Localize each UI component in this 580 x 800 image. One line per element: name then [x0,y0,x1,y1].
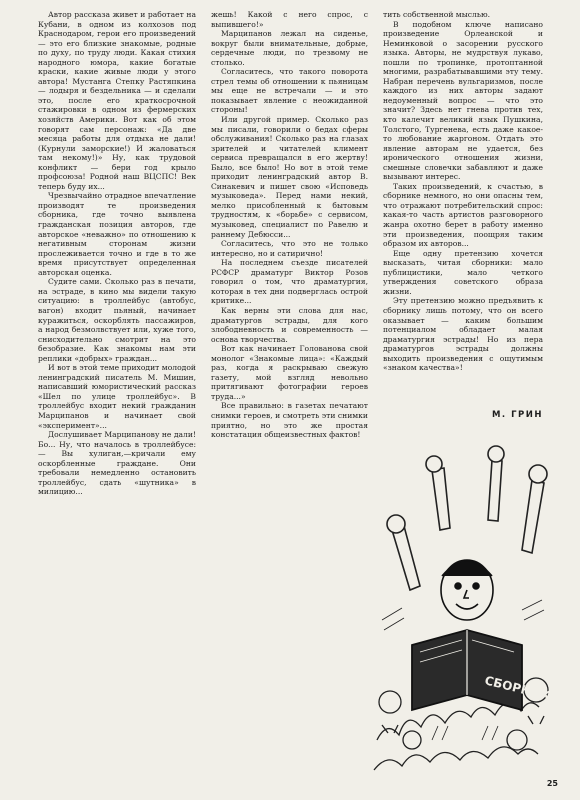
paragraph: Или другой пример. Сколько раз мы писали, говорили о бедах сферы обслуживания! Сколько раз на глазах зрителей и читателей климент сервиса превращался в его жертву! Было, все было! Но вот в этой теме приходит ленинградский автор В. Синакевич и пишет свою «Исповедь музыковеда». Перед нами некий, мелко присобленный к бытовым трудностям, к «борьбе» с сервисом, музыковед, специалист по Равелю и раннему Дебюсси... [211,115,368,239]
text-column-2 [211,10,368,440]
author-signature: М. ГРИН [491,410,543,420]
paragraph: Судите сами. Сколько раз в печати, на эстраде, в кино мы видели такую ситуацию: в троллейбус (автобус, вагон) входит пьяный, начинает куражиться, оскорблять пассажиров, а народ безмолвствует или, хуже того, снисходительно смотрит на это безобразие. Как знакомы нам эти реплики «добрых» граждан... [38,277,196,363]
paragraph: Эту претензию можно предъявить к сборнику лишь потому, что он всего оказывает — каким большим потенциалом обладает малая драматургия эстрады! Но из пера драматургов эстрады должны выходить произведения с ощутимым «знаком качества»! [383,296,543,373]
paragraph: тить собственной мыслью. [383,10,490,19]
page-number: 25 [546,779,558,788]
cartoon-illustration [372,440,558,785]
paragraph: жешь! Какой с него спрос, с выпившего!» [211,10,368,29]
text-column-3 [383,10,543,373]
paragraph: Все правильно: в газетах печатают снимки героев, и смотреть эти снимки приятно, но это же простая констатация общеизвестных фактов! [211,401,368,440]
paragraph: Чрезвычайно отрадное впечатление производят те произведения сборника, где точно выявлена гражданская позиция авторов, где авторское «неважно» по отношению к негативным сторонам жизни прослеживается точно и где в то же время присутствует определенная авторская оценка. [38,191,196,277]
paragraph: Согласитесь, что такого поворота стрел темы об отношении к пьяницам мы еще не встречали — и это показывает явление с неожиданной стороны! [211,67,368,115]
paragraph: Еще одну претензию хочется высказать, читая сборники: мало публицистики, мало четкого утверждения советского образа жизни. [383,248,543,296]
paragraph: И вот в этой теме приходит молодой ленинградский писатель М. Мишин, написавший юмористический рассказ «Шел по улице троллейбус». В троллейбус входит некий гражданин Марципанов и начинает свой «эксперимент»... [38,363,196,430]
paragraph: Таких произведений, к счастью, в сборнике немного, но они опасны тем, что отражают потребительский спрос: какая-то часть артистов разговорного жанра охотно берет в работу именно эти произведения, поощряя таким образом их авторов... [383,181,543,249]
paragraph: Вот как начинает Голованова свой монолог «Знакомые лица»: «Каждый раз, когда я раскрываю свежую газету, мой взгляд невольно притягивают фотографии героев труда...» [211,344,368,401]
paragraph: Как верны эти слова для нас, драматургов эстрады, для кого злободневность и современность — основа творчества. [211,305,368,344]
book-title-label: СБОРНИК [483,673,552,704]
paragraph: Марципанов лежал на сиденье, вокруг были внимательные, добрые, сердечные люди, по трезвому не столько. [211,29,368,67]
paragraph: Согласитесь, что это не только интересно, но и сатирично! [211,239,368,258]
paragraph: Дослушивает Марципанову не дали! Бо... Ну, что началось в троллейбусе: — Вы хулиган,—кричали ему оскорбленные граждане. Они требовали немедленно остановить троллейбус, сдать «шутника» в милицию... [38,430,196,497]
text-column-1 [38,10,196,497]
paragraph: В подобном ключе написано произведение Орлеанской и Неминковой о засорении русского языка. Авторы, не мудрствуя лукаво, пошли по тропинке, протоптанной многими, разрабатывавшими эту тему. Набран перечень вульгаризмов, после каждого из них авторы задают недоуменный вопрос — что это значит? Здесь нет гнева против тех, кто калечит великий язык Пушкина, Толстого, Тургенева, есть даже какое-то любование жаргоном. Отдать это явление авторам не удается, без иронического отношения жизни, смешные словечки забавляют и даже вызывают интерес. [383,19,543,182]
paragraph: Автор рассказа живет и работает на Кубани, в одном из колхозов под Краснодаром, герои его произведений — это его близкие знакомые, родные по духу, по труду люди. Какая стихия народного юмора, какие богатые краски, какие живые люди у этого автора! Мустанга Степку Растяпкина — лодыря и бездельника — и сделали это, после его краткосрочной стажировки в одном из фермерских хозяйств Америки. Вот как об этом говорят сам персонаж: «Да две месяца работы для отдыха не дали! (Курнули заморские!) И жаловаться там некому!)» Ну, как трудовой конфликт — бери год крыло профсоюза! Родной наш ВЦСПС! Век теперь буду их... [38,10,196,191]
paragraph: На последнем съезде писателей РСФСР драматург Виктор Розов говорил о том, что драматургия, которая в тех дни подверглась острой критике... [211,258,368,306]
